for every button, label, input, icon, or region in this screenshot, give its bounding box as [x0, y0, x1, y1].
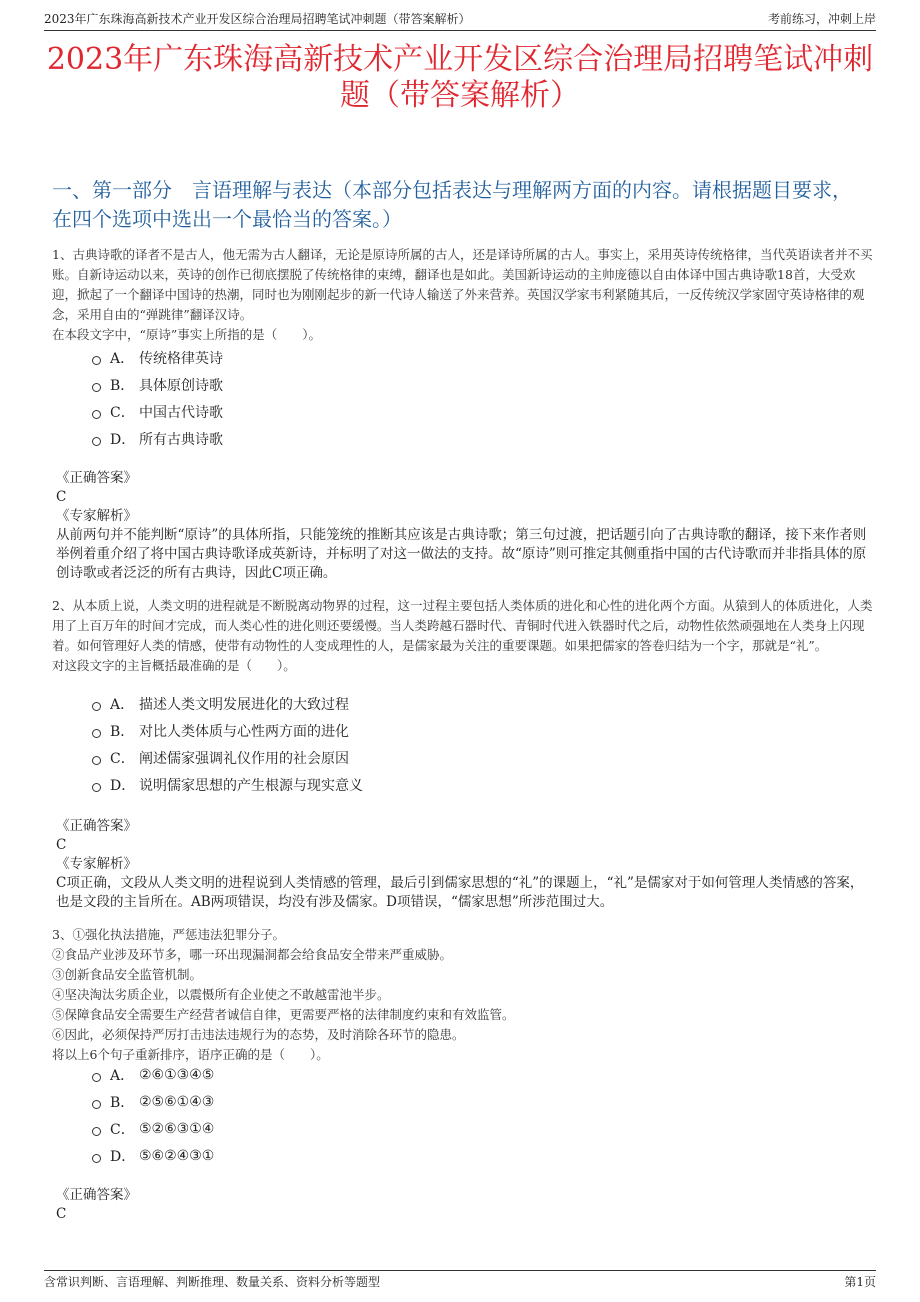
page-number: 第1页: [844, 1275, 876, 1289]
header-slogan: 考前练习，冲刺上岸: [767, 12, 876, 26]
answer-block-q1: [56, 469, 876, 583]
page-footer: [44, 1270, 876, 1290]
radio-icon[interactable]: [92, 356, 101, 365]
answer-block-q3: [56, 1186, 876, 1224]
analysis-text: C项正确，文段从人类文明的进程说到人类情感的管理，最后引到儒家思想的“礼”的课题上，“礼”是儒家对于如何管理人类情感的答案，也是文段的主旨所在。AB两项错误，均没有涉及儒家。D项错误，“儒家思想”所涉范围过大。: [56, 875, 864, 910]
radio-icon[interactable]: [92, 756, 101, 765]
question-2: [52, 596, 876, 676]
option-c[interactable]: C． ⑤②⑥③①④: [92, 1115, 214, 1142]
question-line: ③创新食品安全监管机制。: [52, 967, 203, 982]
question-1: [52, 245, 876, 345]
radio-icon[interactable]: [92, 1100, 101, 1109]
answer-value: C: [56, 489, 67, 505]
question-3: [52, 925, 876, 1065]
radio-icon[interactable]: [92, 783, 101, 792]
question-prompt: 对这段文字的主旨概括最准确的是（ ）。: [52, 658, 296, 673]
question-line: ⑥因此，必须保持严厉打击违法违规行为的态势，及时消除各环节的隐患。: [52, 1027, 465, 1042]
answer-block-q2: [56, 817, 876, 912]
option-d[interactable]: D． ⑤⑥②④③①: [92, 1142, 214, 1169]
question-prompt: 在本段文字中，“原诗”事实上所指的是（ ）。: [52, 327, 322, 342]
question-stem: 2、从本质上说，人类文明的进程就是不断脱离动物界的过程，这一过程主要包括人类体质的进化和心性的进化两个方面。从猿到人的体质进化，人类用了上百万年的时间才完成，而人类心性的进化则还要缓慢。当人类跨越石器时代、青铜时代进入铁器时代之后，动物性依然顽强地在人类身上闪现着。如何管理好人类的情感，使带有动物性的人变成理性的人，是儒家最为关注的重要课题。如果把儒家的答卷归结为一个字，那就是“礼”。: [52, 598, 873, 653]
option-a[interactable]: A． 描述人类文明发展进化的大致过程: [92, 690, 363, 717]
option-a[interactable]: A． 传统格律英诗: [92, 344, 223, 371]
radio-icon[interactable]: [92, 729, 101, 738]
page-title: 2023年广东珠海高新技术产业开发区综合治理局招聘笔试冲刺题（带答案解析）: [46, 42, 874, 113]
analysis-label: 《专家解析》: [56, 856, 137, 872]
radio-icon[interactable]: [92, 1154, 101, 1163]
answer-value: C: [56, 1206, 67, 1222]
radio-icon[interactable]: [92, 1127, 101, 1136]
radio-icon[interactable]: [92, 410, 101, 419]
radio-icon[interactable]: [92, 437, 101, 446]
question-line: ⑤保障食品安全需要生产经营者诚信自律，更需要严格的法律制度约束和有效监管。: [52, 1007, 515, 1022]
answer-label: 《正确答案》: [56, 1187, 137, 1203]
question-line: 3、①强化执法措施，严惩违法犯罪分子。: [52, 927, 285, 942]
radio-icon[interactable]: [92, 1073, 101, 1082]
answer-label: 《正确答案》: [56, 818, 137, 834]
option-c[interactable]: C． 阐述儒家强调礼仪作用的社会原因: [92, 744, 363, 771]
options-q3: [92, 1061, 214, 1169]
header-doc-title: 2023年广东珠海高新技术产业开发区综合治理局招聘笔试冲刺题（带答案解析）: [44, 12, 471, 26]
footer-note: 含常识判断、言语理解、判断推理、数量关系、资料分析等题型: [44, 1275, 381, 1289]
question-line: ④坚决淘汰劣质企业，以震慑所有企业使之不敢越雷池半步。: [52, 987, 390, 1002]
radio-icon[interactable]: [92, 383, 101, 392]
option-c[interactable]: C． 中国古代诗歌: [92, 398, 223, 425]
option-d[interactable]: D． 说明儒家思想的产生根源与现实意义: [92, 771, 363, 798]
radio-icon[interactable]: [92, 702, 101, 711]
analysis-label: 《专家解析》: [56, 508, 137, 524]
option-a[interactable]: A． ②⑥①③④⑤: [92, 1061, 214, 1088]
page-header: [44, 10, 876, 31]
option-b[interactable]: B． 具体原创诗歌: [92, 371, 223, 398]
option-b[interactable]: B． ②⑤⑥①④③: [92, 1088, 214, 1115]
answer-value: C: [56, 837, 67, 853]
question-prompt: 将以上6个句子重新排序，语序正确的是（ ）。: [52, 1047, 329, 1062]
options-q1: [92, 344, 223, 452]
option-d[interactable]: D． 所有古典诗歌: [92, 425, 223, 452]
option-b[interactable]: B． 对比人类体质与心性两方面的进化: [92, 717, 363, 744]
analysis-text: 从前两句并不能判断“原诗”的具体所指，只能笼统的推断其应该是古典诗歌；第三句过渡，把话题引向了古典诗歌的翻译，接下来作者则举例着重介绍了将中国古典诗歌译成英新诗，并标明了对这一做法的支持。故“原诗”则可推定其侧重指中国的古代诗歌而并非指具体的原创诗歌或者泛泛的所有古典诗，因此C项正确。: [56, 527, 867, 581]
section-heading: 一、第一部分 言语理解与表达（本部分包括表达与理解两方面的内容。请根据题目要求，在四个选项中选出一个最恰当的答案。）: [52, 178, 852, 231]
question-line: ②食品产业涉及环节多，哪一环出现漏洞都会给食品安全带来严重威胁。: [52, 947, 453, 962]
answer-label: 《正确答案》: [56, 470, 137, 486]
options-q2: [92, 690, 363, 798]
question-stem: 1、古典诗歌的译者不是古人，他无需为古人翻译，无论是原诗所属的古人，还是译诗所属的古人。事实上，采用英诗传统格律，当代英语读者并不买账。自新诗运动以来，英诗的创作已彻底摆脱了传统格律的束缚，翻译也是如此。美国新诗运动的主帅庞德以自由体译中国古典诗歌18首，大受欢迎，掀起了一个翻译中国诗的热潮，同时也为刚刚起步的新一代诗人输送了外来营养。英国汉学家韦利紧随其后，一反传统汉学家固守英诗格律的观念，采用自由的“弹跳律”翻译汉诗。: [52, 247, 873, 322]
